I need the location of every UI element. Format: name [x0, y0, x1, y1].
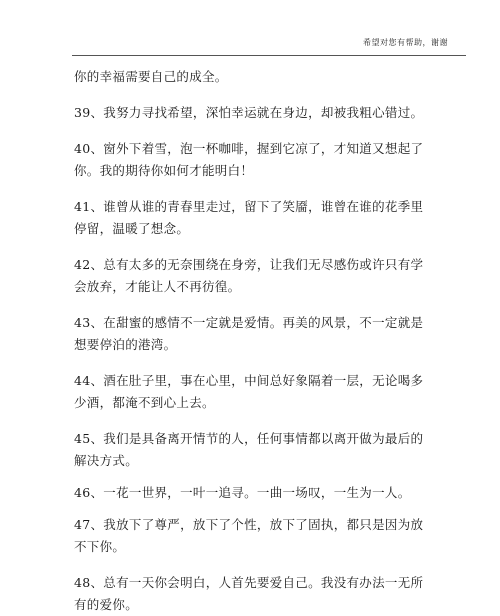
paragraph-46: 46、一花一世界，一叶一追寻。一曲一场叹，一生为一人。 — [74, 485, 411, 500]
header-divider — [72, 55, 466, 56]
paragraph-44: 44、酒在肚子里，事在心里，中间总好象隔着一层，无论喝多 少酒，都淹不到心上去。 — [74, 373, 424, 410]
document-body — [74, 66, 430, 616]
paragraph-48: 48、总有一天你会明白，人首先要爱自己。我没有办法一无所 有的爱你。 — [74, 575, 424, 612]
paragraph-45: 45、我们是具备离开情节的人，任何事情都以离开做为最后的 解决方式。 — [74, 431, 424, 468]
paragraph-41: 41、谁曾从谁的青春里走过，留下了笑靥，谁曾在谁的花季里 停留，温暖了想念。 — [74, 199, 424, 236]
paragraph-43: 43、在甜蜜的感情不一定就是爱情。再美的风景，不一定就是 想要停泊的港湾。 — [74, 315, 424, 352]
paragraph-39: 39、我努力寻找希望，深怕幸运就在身边，却被我粗心错过。 — [74, 105, 424, 120]
paragraph-40: 40、窗外下着雪，泡一杯咖啡，握到它凉了，才知道又想起了 你。我的期待你如何才能明白！ — [74, 141, 424, 178]
paragraph-47: 47、我放下了尊严，放下了个性，放下了固执，都只是因为放 不下你。 — [74, 517, 424, 554]
paragraph-continuation: 你的幸福需要自己的成全。 — [74, 69, 228, 84]
page-header — [0, 0, 500, 50]
header-text: 希望对您有帮助，谢谢 — [363, 38, 448, 47]
paragraph-42: 42、总有太多的无奈围绕在身旁，让我们无尽感伤或许只有学 会放弃，才能让人不再彷徨。 — [74, 257, 424, 294]
